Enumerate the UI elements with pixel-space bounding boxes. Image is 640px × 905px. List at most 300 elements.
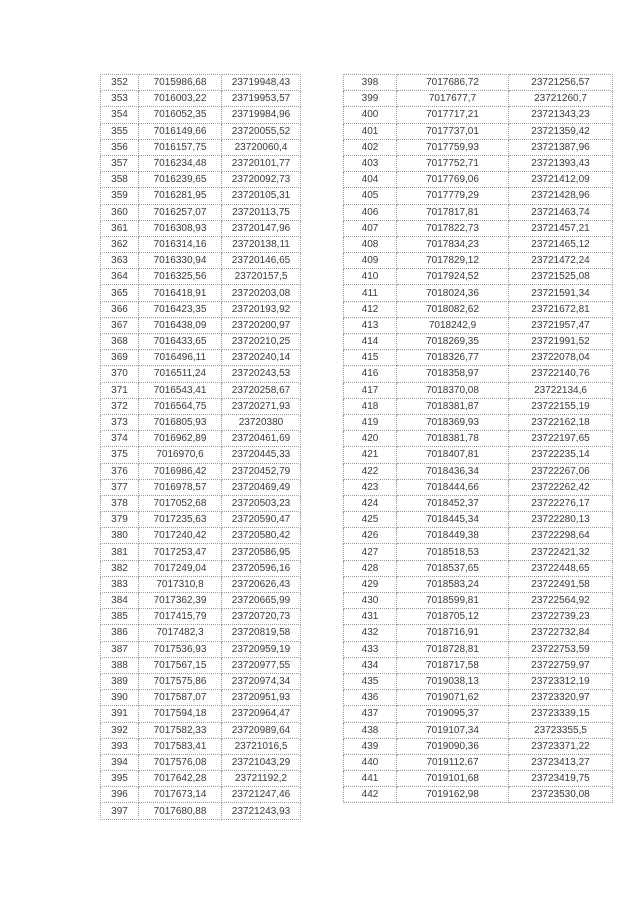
- x-coordinate-cell: 7017235,63: [139, 512, 222, 528]
- x-coordinate-cell: 7016052,35: [139, 107, 222, 123]
- y-coordinate-cell: 23720452,79: [222, 463, 301, 479]
- point-number-cell: 424: [344, 495, 397, 511]
- x-coordinate-cell: 7017482,3: [139, 625, 222, 641]
- table-row: [101, 285, 301, 301]
- y-coordinate-cell: 23721672,81: [509, 301, 613, 317]
- y-coordinate-cell: 23721591,34: [509, 285, 613, 301]
- point-number-cell: 419: [344, 414, 397, 430]
- y-coordinate-cell: 23721260,7: [509, 91, 613, 107]
- table-row: [101, 722, 301, 738]
- y-coordinate-cell: 23722162,18: [509, 414, 613, 430]
- x-coordinate-cell: 7017362,39: [139, 593, 222, 609]
- x-coordinate-cell: 7016234,48: [139, 155, 222, 171]
- y-coordinate-cell: 23722280,13: [509, 512, 613, 528]
- table-row: [344, 334, 613, 350]
- y-coordinate-cell: 23720113,75: [222, 204, 301, 220]
- x-coordinate-cell: 7016281,95: [139, 188, 222, 204]
- table-row: [344, 609, 613, 625]
- x-coordinate-cell: 7017583,41: [139, 738, 222, 754]
- y-coordinate-cell: 23720580,42: [222, 528, 301, 544]
- point-number-cell: 406: [344, 204, 397, 220]
- point-number-cell: 421: [344, 447, 397, 463]
- x-coordinate-cell: 7017834,23: [397, 236, 509, 252]
- point-number-cell: 364: [101, 269, 139, 285]
- point-number-cell: 395: [101, 771, 139, 787]
- point-number-cell: 438: [344, 722, 397, 738]
- point-number-cell: 433: [344, 641, 397, 657]
- y-coordinate-cell: 23719984,96: [222, 107, 301, 123]
- table-row: [101, 771, 301, 787]
- point-number-cell: 432: [344, 625, 397, 641]
- table-row: [344, 641, 613, 657]
- point-number-cell: 367: [101, 317, 139, 333]
- point-number-cell: 369: [101, 350, 139, 366]
- table-row: [344, 528, 613, 544]
- point-number-cell: 415: [344, 350, 397, 366]
- x-coordinate-cell: 7018381,78: [397, 431, 509, 447]
- x-coordinate-cell: 7016157,75: [139, 139, 222, 155]
- table-row: [344, 431, 613, 447]
- table-row: [344, 220, 613, 236]
- point-number-cell: 411: [344, 285, 397, 301]
- y-coordinate-cell: 23720461,69: [222, 431, 301, 447]
- table-row: [344, 479, 613, 495]
- table-row: [344, 414, 613, 430]
- x-coordinate-cell: 7019107,34: [397, 722, 509, 738]
- table-row: [344, 253, 613, 269]
- x-coordinate-cell: 7016496,11: [139, 350, 222, 366]
- point-number-cell: 391: [101, 706, 139, 722]
- y-coordinate-cell: 23720819,58: [222, 625, 301, 641]
- table-row: [101, 172, 301, 188]
- y-coordinate-cell: 23720243,53: [222, 366, 301, 382]
- y-coordinate-cell: 23720157,5: [222, 269, 301, 285]
- point-number-cell: 380: [101, 528, 139, 544]
- y-coordinate-cell: 23723312,19: [509, 673, 613, 689]
- table-row: [101, 512, 301, 528]
- table-row: [101, 706, 301, 722]
- x-coordinate-cell: 7018445,34: [397, 512, 509, 528]
- x-coordinate-cell: 7016325,56: [139, 269, 222, 285]
- point-number-cell: 422: [344, 463, 397, 479]
- point-number-cell: 381: [101, 544, 139, 560]
- y-coordinate-cell: 23723530,08: [509, 787, 613, 803]
- x-coordinate-cell: 7016438,09: [139, 317, 222, 333]
- y-coordinate-cell: 23722235,14: [509, 447, 613, 463]
- table-row: [101, 738, 301, 754]
- x-coordinate-cell: 7018537,65: [397, 560, 509, 576]
- y-coordinate-cell: 23721991,52: [509, 334, 613, 350]
- y-coordinate-cell: 23720626,43: [222, 576, 301, 592]
- y-coordinate-cell: 23721387,96: [509, 139, 613, 155]
- y-coordinate-cell: 23720105,31: [222, 188, 301, 204]
- y-coordinate-cell: 23723355,5: [509, 722, 613, 738]
- x-coordinate-cell: 7018326,77: [397, 350, 509, 366]
- table-row: [344, 560, 613, 576]
- table-row: [344, 706, 613, 722]
- table-row: [101, 690, 301, 706]
- point-number-cell: 440: [344, 754, 397, 770]
- y-coordinate-cell: 23719948,43: [222, 75, 301, 91]
- point-number-cell: 412: [344, 301, 397, 317]
- point-number-cell: 396: [101, 787, 139, 803]
- table-row: [344, 285, 613, 301]
- y-coordinate-cell: 23720959,19: [222, 641, 301, 657]
- table-row: [344, 787, 613, 803]
- y-coordinate-cell: 23722262,42: [509, 479, 613, 495]
- table-row: [101, 414, 301, 430]
- point-number-cell: 362: [101, 236, 139, 252]
- point-number-cell: 355: [101, 123, 139, 139]
- y-coordinate-cell: 23723419,75: [509, 771, 613, 787]
- table-row: [101, 560, 301, 576]
- point-number-cell: 408: [344, 236, 397, 252]
- x-coordinate-cell: 7016330,94: [139, 253, 222, 269]
- y-coordinate-cell: 23720974,34: [222, 673, 301, 689]
- point-number-cell: 398: [344, 75, 397, 91]
- x-coordinate-cell: 7017686,72: [397, 75, 509, 91]
- x-coordinate-cell: 7016962,89: [139, 431, 222, 447]
- point-number-cell: 435: [344, 673, 397, 689]
- x-coordinate-cell: 7019162,98: [397, 787, 509, 803]
- table-row: [101, 220, 301, 236]
- point-number-cell: 352: [101, 75, 139, 91]
- y-coordinate-cell: 23723320,97: [509, 690, 613, 706]
- table-row: [344, 738, 613, 754]
- y-coordinate-cell: 23720503,23: [222, 495, 301, 511]
- table-row: [101, 479, 301, 495]
- point-number-cell: 442: [344, 787, 397, 803]
- table-row: [101, 625, 301, 641]
- table-row: [101, 382, 301, 398]
- x-coordinate-cell: 7017582,33: [139, 722, 222, 738]
- point-number-cell: 430: [344, 593, 397, 609]
- y-coordinate-cell: 23722732,84: [509, 625, 613, 641]
- table-row: [344, 155, 613, 171]
- x-coordinate-cell: 7017677,7: [397, 91, 509, 107]
- table-row: [101, 91, 301, 107]
- y-coordinate-cell: 23722753,59: [509, 641, 613, 657]
- point-number-cell: 423: [344, 479, 397, 495]
- table-row: [101, 188, 301, 204]
- table-row: [101, 366, 301, 382]
- table-row: [101, 544, 301, 560]
- y-coordinate-cell: 23722155,19: [509, 398, 613, 414]
- table-row: [344, 382, 613, 398]
- point-number-cell: 426: [344, 528, 397, 544]
- x-coordinate-cell: 7017737,01: [397, 123, 509, 139]
- point-number-cell: 392: [101, 722, 139, 738]
- x-coordinate-cell: 7019090,36: [397, 738, 509, 754]
- point-number-cell: 359: [101, 188, 139, 204]
- table-row: [344, 366, 613, 382]
- point-number-cell: 377: [101, 479, 139, 495]
- table-row: [344, 673, 613, 689]
- table-row: [101, 75, 301, 91]
- y-coordinate-cell: 23720720,73: [222, 609, 301, 625]
- table-row: [344, 139, 613, 155]
- table-row: [344, 771, 613, 787]
- point-number-cell: 375: [101, 447, 139, 463]
- table-row: [344, 75, 613, 91]
- x-coordinate-cell: 7016433,65: [139, 334, 222, 350]
- y-coordinate-cell: 23720665,99: [222, 593, 301, 609]
- table-row: [101, 641, 301, 657]
- point-number-cell: 360: [101, 204, 139, 220]
- y-coordinate-cell: 23722739,23: [509, 609, 613, 625]
- table-row: [101, 236, 301, 252]
- y-coordinate-cell: 23720210,25: [222, 334, 301, 350]
- y-coordinate-cell: 23722448,65: [509, 560, 613, 576]
- point-number-cell: 413: [344, 317, 397, 333]
- table-row: [101, 463, 301, 479]
- point-number-cell: 387: [101, 641, 139, 657]
- point-number-cell: 370: [101, 366, 139, 382]
- table-row: [101, 204, 301, 220]
- point-number-cell: 376: [101, 463, 139, 479]
- table-row: [344, 236, 613, 252]
- x-coordinate-cell: 7018370,08: [397, 382, 509, 398]
- point-number-cell: 384: [101, 593, 139, 609]
- y-coordinate-cell: 23721463,74: [509, 204, 613, 220]
- x-coordinate-cell: 7016986,42: [139, 463, 222, 479]
- point-number-cell: 401: [344, 123, 397, 139]
- point-number-cell: 366: [101, 301, 139, 317]
- point-number-cell: 371: [101, 382, 139, 398]
- x-coordinate-cell: 7018242,9: [397, 317, 509, 333]
- y-coordinate-cell: 23722267,06: [509, 463, 613, 479]
- table-row: [344, 269, 613, 285]
- y-coordinate-cell: 23722276,17: [509, 495, 613, 511]
- table-row: [101, 787, 301, 803]
- x-coordinate-cell: 7017415,79: [139, 609, 222, 625]
- point-number-cell: 357: [101, 155, 139, 171]
- y-coordinate-cell: 23721247,46: [222, 787, 301, 803]
- y-coordinate-cell: 23720193,92: [222, 301, 301, 317]
- y-coordinate-cell: 23720146,65: [222, 253, 301, 269]
- point-number-cell: 379: [101, 512, 139, 528]
- table-row: [101, 155, 301, 171]
- x-coordinate-cell: 7017575,86: [139, 673, 222, 689]
- table-row: [101, 269, 301, 285]
- x-coordinate-cell: 7017249,04: [139, 560, 222, 576]
- x-coordinate-cell: 7018716,91: [397, 625, 509, 641]
- table-row: [101, 301, 301, 317]
- x-coordinate-cell: 7018436,34: [397, 463, 509, 479]
- x-coordinate-cell: 7018452,37: [397, 495, 509, 511]
- y-coordinate-cell: 23721256,57: [509, 75, 613, 91]
- table-row: [101, 123, 301, 139]
- point-number-cell: 358: [101, 172, 139, 188]
- y-coordinate-cell: 23722421,32: [509, 544, 613, 560]
- table-row: [344, 447, 613, 463]
- y-coordinate-cell: 23721412,09: [509, 172, 613, 188]
- table-row: [101, 657, 301, 673]
- x-coordinate-cell: 7016003,22: [139, 91, 222, 107]
- point-number-cell: 372: [101, 398, 139, 414]
- x-coordinate-cell: 7016314,16: [139, 236, 222, 252]
- x-coordinate-cell: 7016239,65: [139, 172, 222, 188]
- table-row: [344, 350, 613, 366]
- y-coordinate-cell: 23720101,77: [222, 155, 301, 171]
- point-number-cell: 365: [101, 285, 139, 301]
- point-number-cell: 374: [101, 431, 139, 447]
- table-row: [344, 576, 613, 592]
- x-coordinate-cell: 7018583,24: [397, 576, 509, 592]
- point-number-cell: 378: [101, 495, 139, 511]
- x-coordinate-cell: 7016149,66: [139, 123, 222, 139]
- table-row: [344, 188, 613, 204]
- point-number-cell: 436: [344, 690, 397, 706]
- y-coordinate-cell: 23720380: [222, 414, 301, 430]
- point-number-cell: 399: [344, 91, 397, 107]
- y-coordinate-cell: 23720977,55: [222, 657, 301, 673]
- point-number-cell: 382: [101, 560, 139, 576]
- y-coordinate-cell: 23721359,42: [509, 123, 613, 139]
- point-number-cell: 394: [101, 754, 139, 770]
- y-coordinate-cell: 23720203,08: [222, 285, 301, 301]
- point-number-cell: 393: [101, 738, 139, 754]
- x-coordinate-cell: 7018717,58: [397, 657, 509, 673]
- table-row: [101, 609, 301, 625]
- table-row: [101, 139, 301, 155]
- x-coordinate-cell: 7019038,13: [397, 673, 509, 689]
- x-coordinate-cell: 7018407,81: [397, 447, 509, 463]
- y-coordinate-cell: 23720200,97: [222, 317, 301, 333]
- point-number-cell: 363: [101, 253, 139, 269]
- x-coordinate-cell: 7016543,41: [139, 382, 222, 398]
- x-coordinate-cell: 7016511,24: [139, 366, 222, 382]
- x-coordinate-cell: 7019071,62: [397, 690, 509, 706]
- point-number-cell: 437: [344, 706, 397, 722]
- point-number-cell: 425: [344, 512, 397, 528]
- x-coordinate-cell: 7018369,93: [397, 414, 509, 430]
- point-number-cell: 409: [344, 253, 397, 269]
- y-coordinate-cell: 23721457,21: [509, 220, 613, 236]
- point-number-cell: 420: [344, 431, 397, 447]
- point-number-cell: 407: [344, 220, 397, 236]
- point-number-cell: 397: [101, 803, 139, 819]
- x-coordinate-cell: 7018599,81: [397, 593, 509, 609]
- x-coordinate-cell: 7017717,21: [397, 107, 509, 123]
- table-row: [101, 495, 301, 511]
- table-row: [344, 754, 613, 770]
- x-coordinate-cell: 7017052,68: [139, 495, 222, 511]
- coordinates-table-left: [100, 74, 301, 820]
- table-row: [101, 431, 301, 447]
- x-coordinate-cell: 7016564,75: [139, 398, 222, 414]
- point-number-cell: 403: [344, 155, 397, 171]
- y-coordinate-cell: 23721957,47: [509, 317, 613, 333]
- point-number-cell: 373: [101, 414, 139, 430]
- y-coordinate-cell: 23720951,93: [222, 690, 301, 706]
- coordinates-table-right: [343, 74, 613, 803]
- point-number-cell: 410: [344, 269, 397, 285]
- x-coordinate-cell: 7018449,38: [397, 528, 509, 544]
- y-coordinate-cell: 23720240,14: [222, 350, 301, 366]
- table-row: [101, 107, 301, 123]
- y-coordinate-cell: 23719953,57: [222, 91, 301, 107]
- table-row: [101, 447, 301, 463]
- y-coordinate-cell: 23720469,49: [222, 479, 301, 495]
- y-coordinate-cell: 23721016,5: [222, 738, 301, 754]
- table-row: [344, 690, 613, 706]
- y-coordinate-cell: 23721465,12: [509, 236, 613, 252]
- x-coordinate-cell: 7017779,29: [397, 188, 509, 204]
- x-coordinate-cell: 7019101,68: [397, 771, 509, 787]
- table-row: [344, 123, 613, 139]
- x-coordinate-cell: 7017752,71: [397, 155, 509, 171]
- x-coordinate-cell: 7018518,53: [397, 544, 509, 560]
- x-coordinate-cell: 7019112,67: [397, 754, 509, 770]
- y-coordinate-cell: 23721428,96: [509, 188, 613, 204]
- point-number-cell: 429: [344, 576, 397, 592]
- point-number-cell: 434: [344, 657, 397, 673]
- x-coordinate-cell: 7017642,28: [139, 771, 222, 787]
- table-row: [344, 107, 613, 123]
- y-coordinate-cell: 23721043,29: [222, 754, 301, 770]
- y-coordinate-cell: 23722491,58: [509, 576, 613, 592]
- point-number-cell: 428: [344, 560, 397, 576]
- y-coordinate-cell: 23720445,33: [222, 447, 301, 463]
- x-coordinate-cell: 7018381,87: [397, 398, 509, 414]
- point-number-cell: 431: [344, 609, 397, 625]
- y-coordinate-cell: 23720586,95: [222, 544, 301, 560]
- y-coordinate-cell: 23722140,76: [509, 366, 613, 382]
- x-coordinate-cell: 7018024,36: [397, 285, 509, 301]
- table-row: [101, 593, 301, 609]
- point-number-cell: 385: [101, 609, 139, 625]
- table-row: [101, 350, 301, 366]
- x-coordinate-cell: 7016418,91: [139, 285, 222, 301]
- x-coordinate-cell: 7017673,14: [139, 787, 222, 803]
- x-coordinate-cell: 7018444,66: [397, 479, 509, 495]
- point-number-cell: 368: [101, 334, 139, 350]
- y-coordinate-cell: 23721472,24: [509, 253, 613, 269]
- x-coordinate-cell: 7018358,97: [397, 366, 509, 382]
- point-number-cell: 361: [101, 220, 139, 236]
- x-coordinate-cell: 7016805,93: [139, 414, 222, 430]
- table-row: [344, 172, 613, 188]
- x-coordinate-cell: 7017594,18: [139, 706, 222, 722]
- point-number-cell: 354: [101, 107, 139, 123]
- x-coordinate-cell: 7017576,08: [139, 754, 222, 770]
- point-number-cell: 405: [344, 188, 397, 204]
- y-coordinate-cell: 23720989,64: [222, 722, 301, 738]
- x-coordinate-cell: 7018269,35: [397, 334, 509, 350]
- point-number-cell: 383: [101, 576, 139, 592]
- point-number-cell: 353: [101, 91, 139, 107]
- table-row: [344, 625, 613, 641]
- x-coordinate-cell: 7017536,93: [139, 641, 222, 657]
- table-row: [344, 463, 613, 479]
- y-coordinate-cell: 23721525,08: [509, 269, 613, 285]
- point-number-cell: 388: [101, 657, 139, 673]
- y-coordinate-cell: 23723371,22: [509, 738, 613, 754]
- y-coordinate-cell: 23721192,2: [222, 771, 301, 787]
- x-coordinate-cell: 7017253,47: [139, 544, 222, 560]
- x-coordinate-cell: 7018705,12: [397, 609, 509, 625]
- x-coordinate-cell: 7016308,93: [139, 220, 222, 236]
- table-row: [344, 722, 613, 738]
- y-coordinate-cell: 23721343,23: [509, 107, 613, 123]
- point-number-cell: 439: [344, 738, 397, 754]
- x-coordinate-cell: 7017822,73: [397, 220, 509, 236]
- point-number-cell: 441: [344, 771, 397, 787]
- point-number-cell: 390: [101, 690, 139, 706]
- table-row: [344, 204, 613, 220]
- y-coordinate-cell: 23722197,65: [509, 431, 613, 447]
